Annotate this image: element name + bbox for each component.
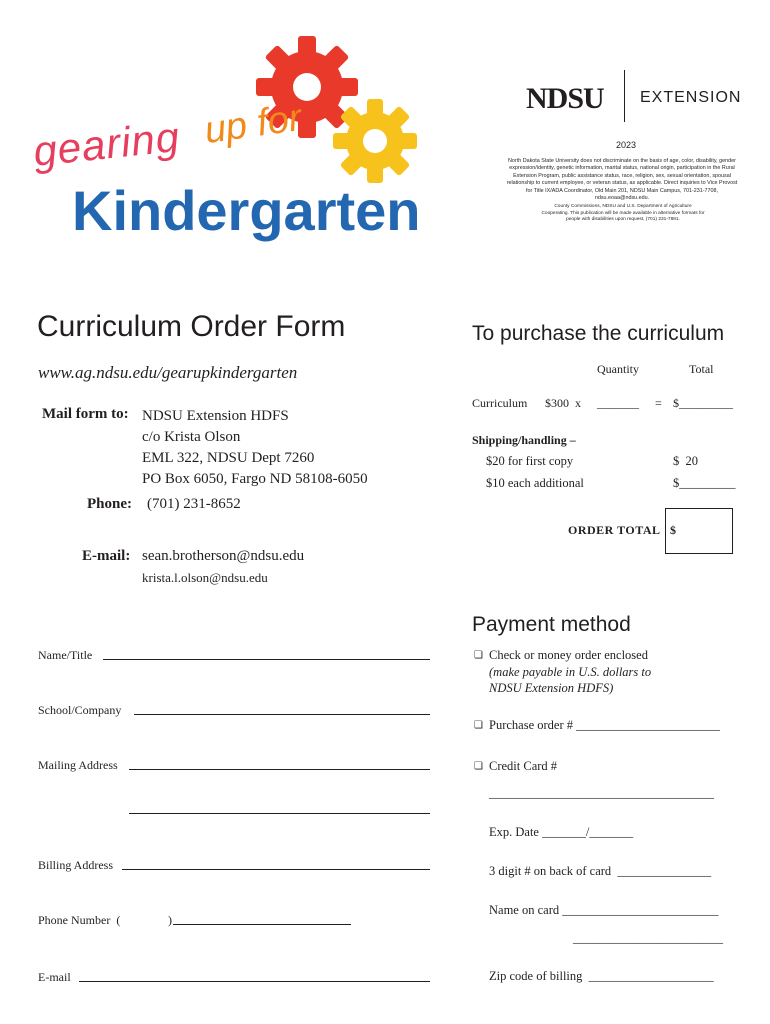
school-company-field[interactable] <box>134 714 430 715</box>
shipping-label: Shipping/handling – <box>472 433 576 447</box>
quantity-header: Quantity <box>597 362 639 376</box>
check-option-note: NDSU Extension HDFS) <box>489 681 614 695</box>
publication-year: 2023 <box>615 140 637 150</box>
logo-text-kindergarten: Kindergarten <box>72 179 421 242</box>
gearing-up-logo <box>30 30 490 245</box>
curriculum-url[interactable]: www.ag.ndsu.edu/gearupkindergarten <box>38 363 298 382</box>
form-title: Curriculum Order Form <box>37 310 346 343</box>
phone-number-field[interactable] <box>173 924 351 925</box>
ndsu-divider <box>624 70 625 122</box>
payment-heading: Payment method <box>472 613 631 636</box>
email-field-label: E-mail <box>38 970 71 984</box>
school-company-label: School/Company <box>38 703 122 717</box>
mail-line: c/o Krista Olson <box>142 429 241 445</box>
credit-card-label: Credit Card # <box>489 759 558 773</box>
ndsu-disclaimer-small: County Commissions, NDSU and U.S. Department of Agriculture Cooperating. This publication will be made available in alternative formats for people with disabilities upon request, (701) 231-7881. <box>541 204 705 223</box>
purchase-heading: To purchase the curriculum <box>472 322 725 345</box>
email-value[interactable]: sean.brotherson@ndsu.edu <box>142 548 305 564</box>
name-title-label: Name/Title <box>38 648 93 662</box>
ndsu-logo <box>524 70 744 120</box>
curriculum-label: Curriculum <box>472 396 528 410</box>
logo-text-gearing: gearing <box>30 112 183 176</box>
credit-card-number-field[interactable]: ____________________________________ <box>489 786 714 800</box>
mail-label: Mail form to: <box>42 406 129 422</box>
shipping-first: $20 for first copy <box>486 454 574 468</box>
purchase-order-field[interactable]: Purchase order # _______________________ <box>489 718 720 732</box>
mailing-address-field[interactable] <box>129 769 430 770</box>
check-option-note: (make payable in U.S. dollars to <box>489 665 652 679</box>
quantity-input[interactable]: _______ <box>597 396 639 410</box>
phone-number-label: Phone Number ( <box>38 913 121 927</box>
extension-wordmark: EXTENSION <box>640 89 742 106</box>
name-on-card-field[interactable]: Name on card _________________________ <box>489 903 719 917</box>
checkbox-purchase-order[interactable]: ❏ <box>474 720 483 731</box>
ndsu-wordmark: NDSU <box>526 82 604 115</box>
checkbox-credit-card[interactable]: ❏ <box>474 761 483 772</box>
shipping-additional-total[interactable]: $_________ <box>673 476 736 490</box>
billing-address-label: Billing Address <box>38 858 114 872</box>
gear-icon <box>330 96 420 186</box>
phone-number-paren: ) <box>168 913 172 927</box>
order-total-box[interactable] <box>665 508 733 554</box>
curriculum-price: $300 x <box>545 396 581 410</box>
name-on-card-field-2[interactable]: ________________________ <box>573 931 723 945</box>
order-total-dollar: $ <box>670 523 676 537</box>
email-value[interactable]: krista.l.olson@ndsu.edu <box>142 570 268 585</box>
checkbox-check[interactable]: ❏ <box>474 650 483 661</box>
mail-address <box>142 406 368 490</box>
mail-line: EML 322, NDSU Dept 7260 <box>142 450 315 466</box>
billing-address-field[interactable] <box>122 869 430 870</box>
mail-line: PO Box 6050, Fargo ND 58108-6050 <box>142 471 368 487</box>
phone-label: Phone: <box>87 496 132 512</box>
ndsu-disclaimer: North Dakota State University does not discriminate on the basis of age, color, disability, gender expression/identity, genetic information, marital status, national origin, participation in the Rural Extension Program, public assistance status, race, religion, sex, sexual orientation, spousal relationship to current employee, or veteran status, as applicable. Direct inquiries to Vice Provost for Title IX/ADA Coordinator, Old Main 201, NDSU Main Campus, 701-231-7708, ndsu.eoaa@ndsu.edu. <box>506 158 738 202</box>
security-code-field[interactable]: 3 digit # on back of card _______________ <box>489 864 712 878</box>
logo-text-up-for: up for <box>202 96 305 153</box>
email-label: E-mail: <box>82 548 131 564</box>
total-header: Total <box>689 362 714 376</box>
billing-zip-field[interactable]: Zip code of billing ____________________ <box>489 969 714 983</box>
email-field[interactable] <box>79 981 430 982</box>
expiration-date-field[interactable]: Exp. Date _______/_______ <box>489 825 634 839</box>
check-option-label: Check or money order enclosed <box>489 648 648 662</box>
order-total-label: ORDER TOTAL <box>568 523 661 537</box>
mailing-address-label: Mailing Address <box>38 758 118 772</box>
name-title-field[interactable] <box>103 659 430 660</box>
shipping-first-total: $ 20 <box>673 454 698 468</box>
mail-line: NDSU Extension HDFS <box>142 408 289 424</box>
mailing-address-field-2[interactable] <box>129 813 430 814</box>
shipping-additional: $10 each additional <box>486 476 584 490</box>
curriculum-total-input[interactable]: $_________ <box>673 396 733 410</box>
equals-sign: = <box>655 396 662 410</box>
phone-value: (701) 231-8652 <box>147 496 241 512</box>
